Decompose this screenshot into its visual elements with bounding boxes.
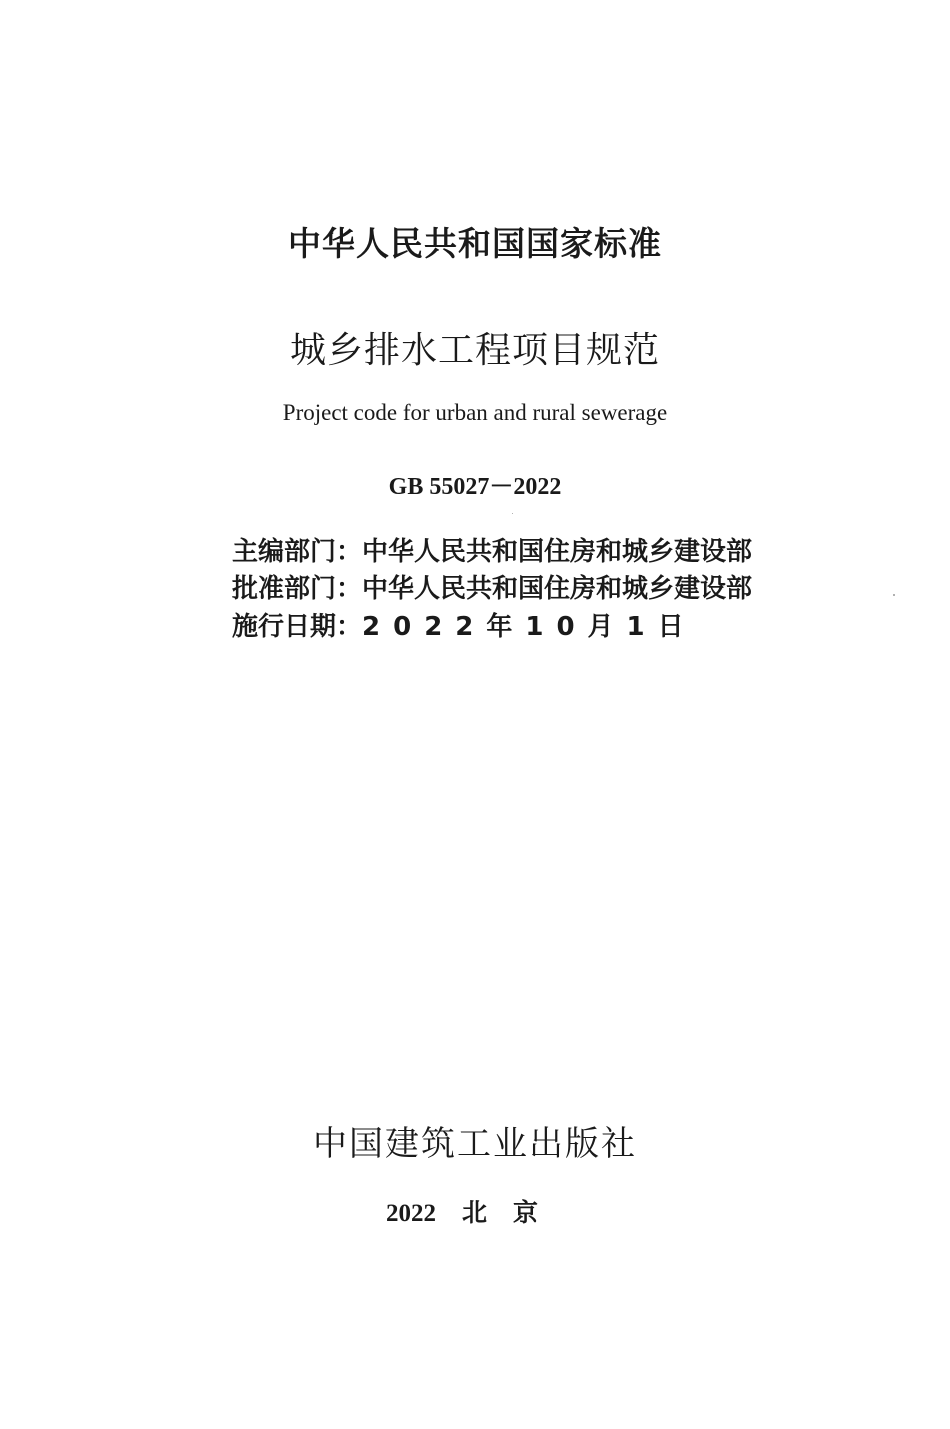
publication-place (0, 1193, 950, 1229)
publication-city: 北京 (461, 1200, 564, 1227)
publisher-name: 中国建筑工业出版社 (313, 1124, 637, 1164)
effective-date-row (232, 606, 792, 643)
approval-row (232, 568, 792, 605)
publication-year: 2022 (385, 1200, 436, 1227)
scan-speck (893, 594, 895, 596)
scan-speck (512, 513, 513, 514)
standard-code: GB 55027－2022 (388, 474, 562, 500)
chief-editor-row (232, 531, 792, 568)
document-title-english: Project code for urban and rural sewerage (282, 400, 668, 425)
document-title-chinese: 城乡排水工程项目规范 (289, 330, 660, 371)
approval-label: 批准部门： (232, 574, 363, 604)
effective-date-label: 施行日期： (232, 612, 363, 642)
national-standard-heading: 中华人民共和国国家标准 (288, 224, 662, 263)
chief-editor-value: 中华人民共和国住房和城乡建设部 (362, 537, 753, 567)
effective-date-value: 2022年10月1日 (362, 612, 697, 642)
approval-value: 中华人民共和国住房和城乡建设部 (362, 574, 753, 604)
chief-editor-label: 主编部门： (232, 537, 363, 567)
